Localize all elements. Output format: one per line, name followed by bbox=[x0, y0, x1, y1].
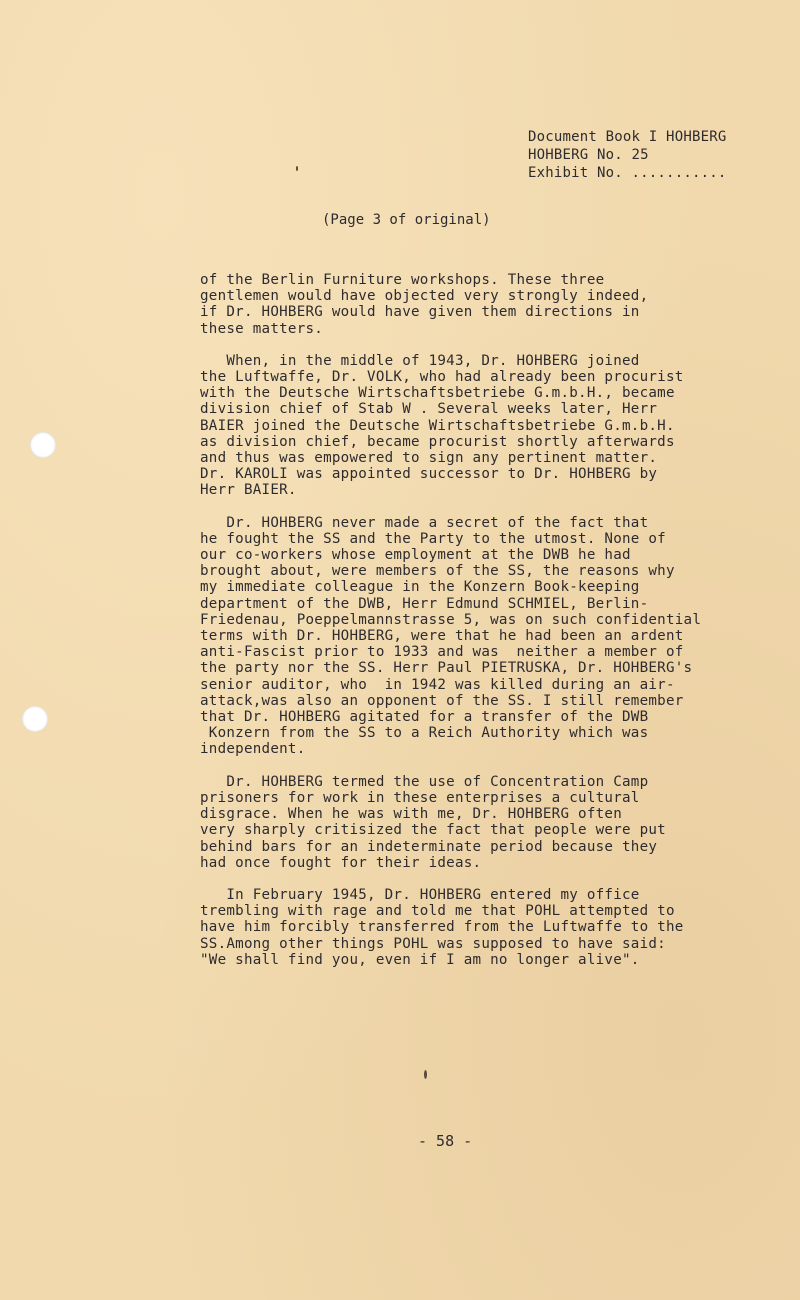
text-line: anti-Fascist prior to 1933 and was neither a member of bbox=[200, 644, 684, 661]
text-line: he fought the SS and the Party to the utmost. None of bbox=[200, 530, 666, 547]
text-line: attack,was also an opponent of the SS. I still remember bbox=[200, 692, 684, 709]
text-line: "We shall find you, even if I am no longer alive". bbox=[200, 951, 640, 968]
exhibit-number-line: Exhibit No. ........... bbox=[528, 165, 727, 181]
text-line: independent. bbox=[200, 741, 306, 758]
text-line: Dr. HOHBERG termed the use of Concentration Camp bbox=[200, 773, 649, 790]
text-line: Dr. KAROLI was appointed successor to Dr. HOHBERG by bbox=[200, 466, 658, 483]
paragraph bbox=[200, 353, 780, 499]
text-line: brought about, were members of the SS, the reasons why bbox=[200, 563, 675, 580]
text-line: SS.Among other things POHL was supposed to have said: bbox=[200, 935, 666, 952]
page-number: - 58 - bbox=[418, 1132, 473, 1150]
text-line: gentlemen would have objected very strongly indeed, bbox=[200, 288, 649, 305]
text-line: my immediate colleague in the Konzern Book-keeping bbox=[200, 579, 640, 596]
text-line: division chief of Stab W . Several weeks later, Herr bbox=[200, 401, 658, 418]
text-line: Konzern from the SS to a Reich Authority which was bbox=[200, 725, 649, 742]
text-line: the party nor the SS. Herr Paul PIETRUSKA, Dr. HOHBERG's bbox=[200, 660, 693, 677]
text-line: very sharply critisized the fact that people were put bbox=[200, 822, 666, 839]
text-line: Dr. HOHBERG never made a secret of the fact that bbox=[200, 514, 649, 531]
hohberg-number-line: HOHBERG No. 25 bbox=[528, 147, 649, 163]
paragraph bbox=[200, 272, 780, 337]
text-line: trembling with rage and told me that POHL attempted to bbox=[200, 903, 675, 920]
punch-hole bbox=[22, 706, 48, 732]
text-line: these matters. bbox=[200, 320, 324, 337]
text-line: Friedenau, Poeppelmannstrasse 5, was on such confidential bbox=[200, 611, 702, 628]
document-body bbox=[200, 272, 780, 984]
text-line: terms with Dr. HOHBERG, were that he had been an ardent bbox=[200, 628, 684, 645]
text-line: disgrace. When he was with me, Dr. HOHBERG often bbox=[200, 806, 622, 823]
text-line: BAIER joined the Deutsche Wirtschaftsbetriebe G.m.b.H. bbox=[200, 417, 675, 434]
text-line: of the Berlin Furniture workshops. These three bbox=[200, 272, 605, 288]
text-line: if Dr. HOHBERG would have given them directions in bbox=[200, 304, 640, 321]
text-line: had once fought for their ideas. bbox=[200, 854, 482, 871]
paragraph bbox=[200, 887, 780, 968]
text-line: as division chief, became procurist shortly afterwards bbox=[200, 433, 675, 450]
text-line: with the Deutsche Wirtschaftsbetriebe G.m.b.H., became bbox=[200, 385, 675, 402]
text-line: In February 1945, Dr. HOHBERG entered my office bbox=[200, 886, 640, 903]
paragraph bbox=[200, 774, 780, 871]
document-reference-header bbox=[528, 128, 726, 182]
text-line: that Dr. HOHBERG agitated for a transfer of the DWB bbox=[200, 709, 649, 726]
text-line: and thus was empowered to sign any pertinent matter. bbox=[200, 450, 658, 467]
paragraph bbox=[200, 515, 780, 758]
punch-hole bbox=[30, 432, 56, 458]
text-line: have him forcibly transferred from the Luftwaffe to the bbox=[200, 919, 684, 936]
text-line: When, in the middle of 1943, Dr. HOHBERG joined bbox=[200, 352, 640, 369]
text-line: department of the DWB, Herr Edmund SCHMIEL, Berlin- bbox=[200, 595, 649, 612]
text-line: senior auditor, who in 1942 was killed during an air- bbox=[200, 676, 675, 693]
paper-speck bbox=[424, 1070, 427, 1079]
text-line: the Luftwaffe, Dr. VOLK, who had already been procurist bbox=[200, 369, 684, 386]
document-book-line: Document Book I HOHBERG bbox=[528, 129, 727, 145]
page-of-original-note: (Page 3 of original) bbox=[322, 212, 491, 228]
text-line: prisoners for work in these enterprises a cultural bbox=[200, 789, 640, 806]
text-line: behind bars for an indeterminate period because they bbox=[200, 838, 658, 855]
text-line: our co-workers whose employment at the DWB he had bbox=[200, 547, 631, 564]
paper-speck bbox=[296, 166, 298, 171]
text-line: Herr BAIER. bbox=[200, 482, 297, 499]
